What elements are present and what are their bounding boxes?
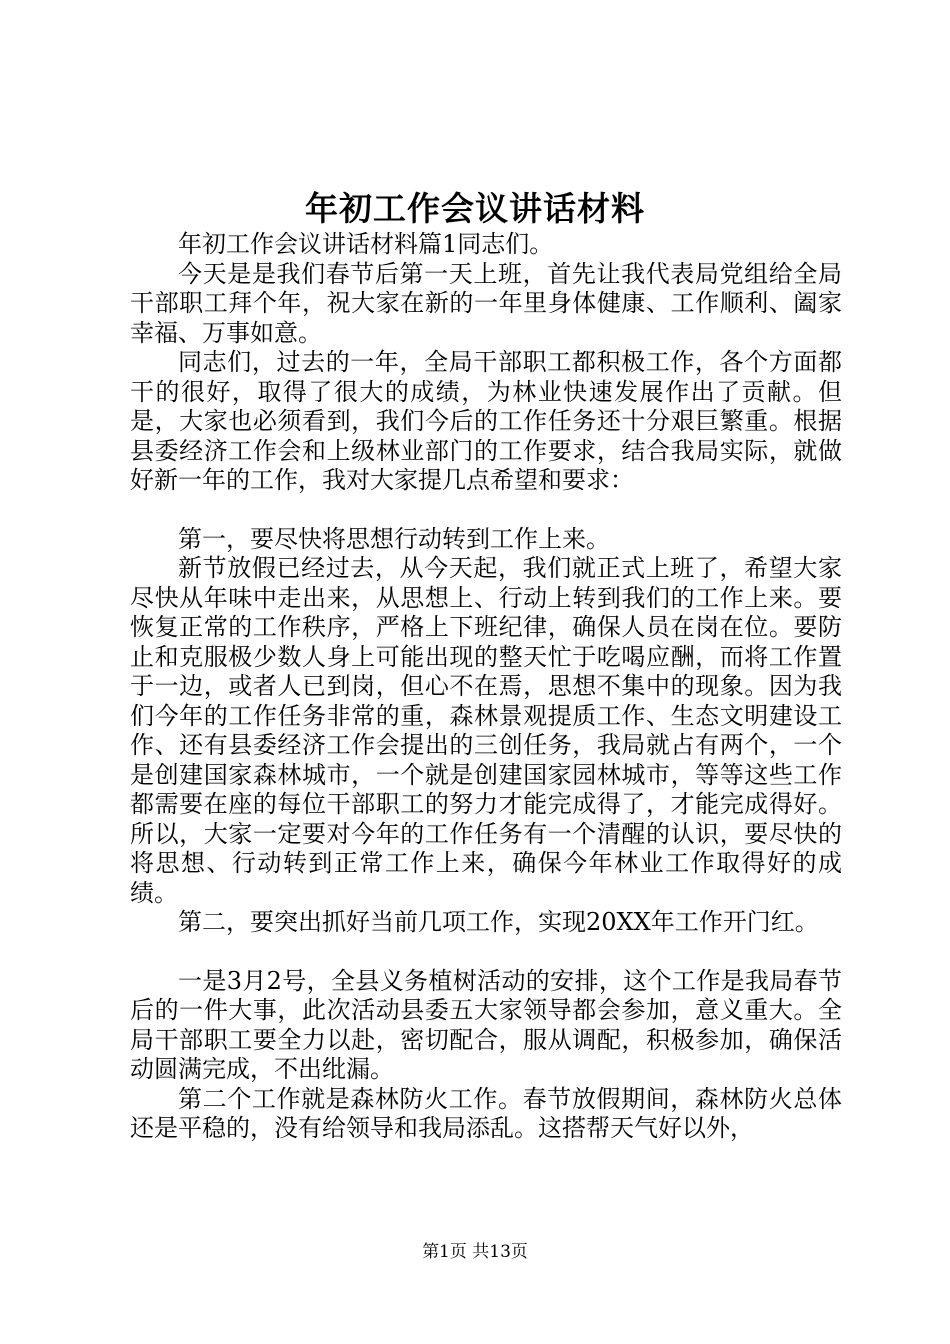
paragraph-point-one-body: 新节放假已经过去，从今天起，我们就正式上班了，希望大家尽快从年味中走出来，从思想上、行动上转到我们的工作上来。要恢复正常的工作秩序，严格上下班纪律，确保人员在岗在位。要防止和克服极少数人身上可能出现的整天忙于吃喝应酬，而将工作置于一边，或者人已到岗，但心不在焉，思想不集中的现象。因为我们今年的工作任务非常的重，森林景观提质工作、生态文明建设工作、还有县委经济工作会提出的三创任务，我局就占有两个，一个是创建国家森林城市，一个就是创建国家园林城市，等等这些工作都需要在座的每位干部职工的努力才能完成得了，才能完成得好。所以，大家一定要对今年的工作任务有一个清醒的认识，要尽快的将思想、行动转到正常工作上来，确保今年林业工作取得好的成绩。 (130, 554, 842, 907)
paragraph-intro: 年初工作会议讲话材料篇1同志们。 (178, 230, 554, 258)
page-number-footer: 第1页 共13页 (422, 1242, 528, 1262)
document-title: 年初工作会议讲话材料 (305, 189, 645, 228)
paragraph-point-two-heading: 第二，要突出抓好当前几项工作，实现20XX年工作开门红。 (178, 908, 819, 936)
paragraph-point-one-heading: 第一，要尽快将思想行动转到工作上来。 (178, 524, 610, 553)
paragraph-review: 同志们，过去的一年，全局干部职工都积极工作，各个方面都干的很好，取得了很大的成绩，为林业快速发展作出了贡献。但是，大家也必须看到，我们今后的工作任务还十分艰巨繁重。根据县委经济工作会和上级林业部门的工作要求，结合我局实际，就做好新一年的工作，我对大家提几点希望和要求： (130, 348, 842, 494)
paragraph-tree-planting: 一是3月2号，全县义务植树活动的安排，这个工作是我局春节后的一件大事，此次活动县委五大家领导都会参加，意义重大。全局干部职工要全力以赴，密切配合，服从调配，积极参加，确保活动圆满完成，不出纰漏。 (130, 966, 842, 1083)
paragraph-fire-prevention: 第二个工作就是森林防火工作。春节放假期间，森林防火总体还是平稳的，没有给领导和我局添乱。这搭帮天气好以外， (130, 1084, 842, 1142)
document-body (130, 230, 842, 1144)
paragraph-greeting: 今天是是我们春节后第一天上班，首先让我代表局党组给全局干部职工拜个年，祝大家在新的一年里身体健康、工作顺利、阖家幸福、万事如意。 (130, 259, 842, 347)
